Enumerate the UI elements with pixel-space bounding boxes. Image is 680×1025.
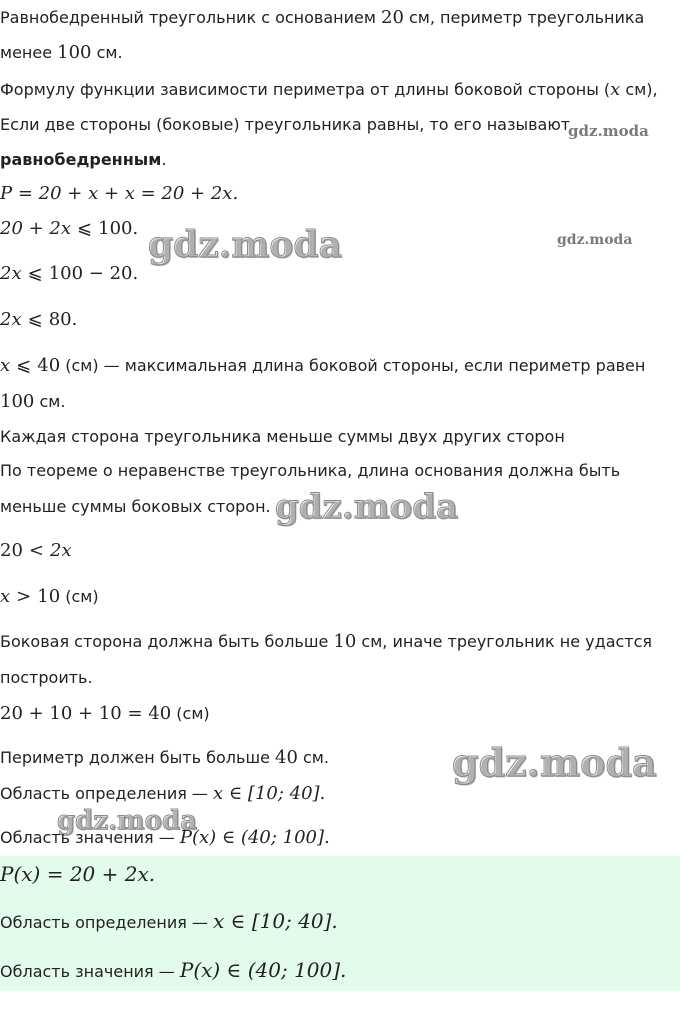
watermark: gdz.moda xyxy=(557,232,633,248)
solution-line: 100 см. xyxy=(0,391,66,412)
solution-line: Формулу функции зависимости периметра от длины боковой стороны (x см), xyxy=(0,79,658,100)
equation-line: 20 + 2x ⩽ 100. xyxy=(0,218,139,239)
watermark: gdz.moda xyxy=(568,122,649,140)
solution-line: Периметр должен быть больше 40 см. xyxy=(0,747,329,768)
solution-line: меньше суммы боковых сторон. xyxy=(0,497,271,516)
equation-line: P = 20 + x + x = 20 + 2x. xyxy=(0,183,239,204)
solution-line: Боковая сторона должна быть больше 10 см, иначе треугольник не удастся xyxy=(0,631,653,652)
solution-line: Каждая сторона треугольника меньше суммы двух других сторон xyxy=(0,427,565,446)
solution-line: менее 100 см. xyxy=(0,42,123,63)
equation-line: 20 + 10 + 10 = 40 (см) xyxy=(0,703,210,724)
equation-line: 2x ⩽ 100 − 20. xyxy=(0,263,139,284)
solution-line: равнобедренным. xyxy=(0,150,167,169)
equation-line: 2x ⩽ 80. xyxy=(0,309,78,330)
solution-line: Область определения — x ∈ [10; 40]. xyxy=(0,783,326,804)
watermark: gdz.moda xyxy=(57,806,198,836)
solution-line: построить. xyxy=(0,668,93,687)
equation-line: 20 < 2x xyxy=(0,540,72,561)
watermark: gdz.moda xyxy=(452,740,657,785)
answer-line: P(x) = 20 + 2x. xyxy=(0,862,156,886)
solution-line: Равнобедренный треугольник с основанием 20 см, периметр треугольника xyxy=(0,7,645,28)
solution-line: По теореме о неравенстве треугольника, длина основания должна быть xyxy=(0,461,621,480)
answer-line: Область значения — P(x) ∈ (40; 100]. xyxy=(0,958,347,982)
equation-line: x > 10 (см) xyxy=(0,586,99,607)
watermark: gdz.moda xyxy=(148,224,342,266)
answer-line: Область определения — x ∈ [10; 40]. xyxy=(0,909,338,933)
equation-line: x ⩽ 40 (см) — максимальная длина боковой стороны, если периметр равен xyxy=(0,355,646,376)
watermark: gdz.moda xyxy=(275,487,459,527)
solution-line: Область значения — P(x) ∈ (40; 100]. xyxy=(0,827,330,848)
solution-line: Если две стороны (боковые) треугольника равны, то его называют xyxy=(0,115,571,134)
